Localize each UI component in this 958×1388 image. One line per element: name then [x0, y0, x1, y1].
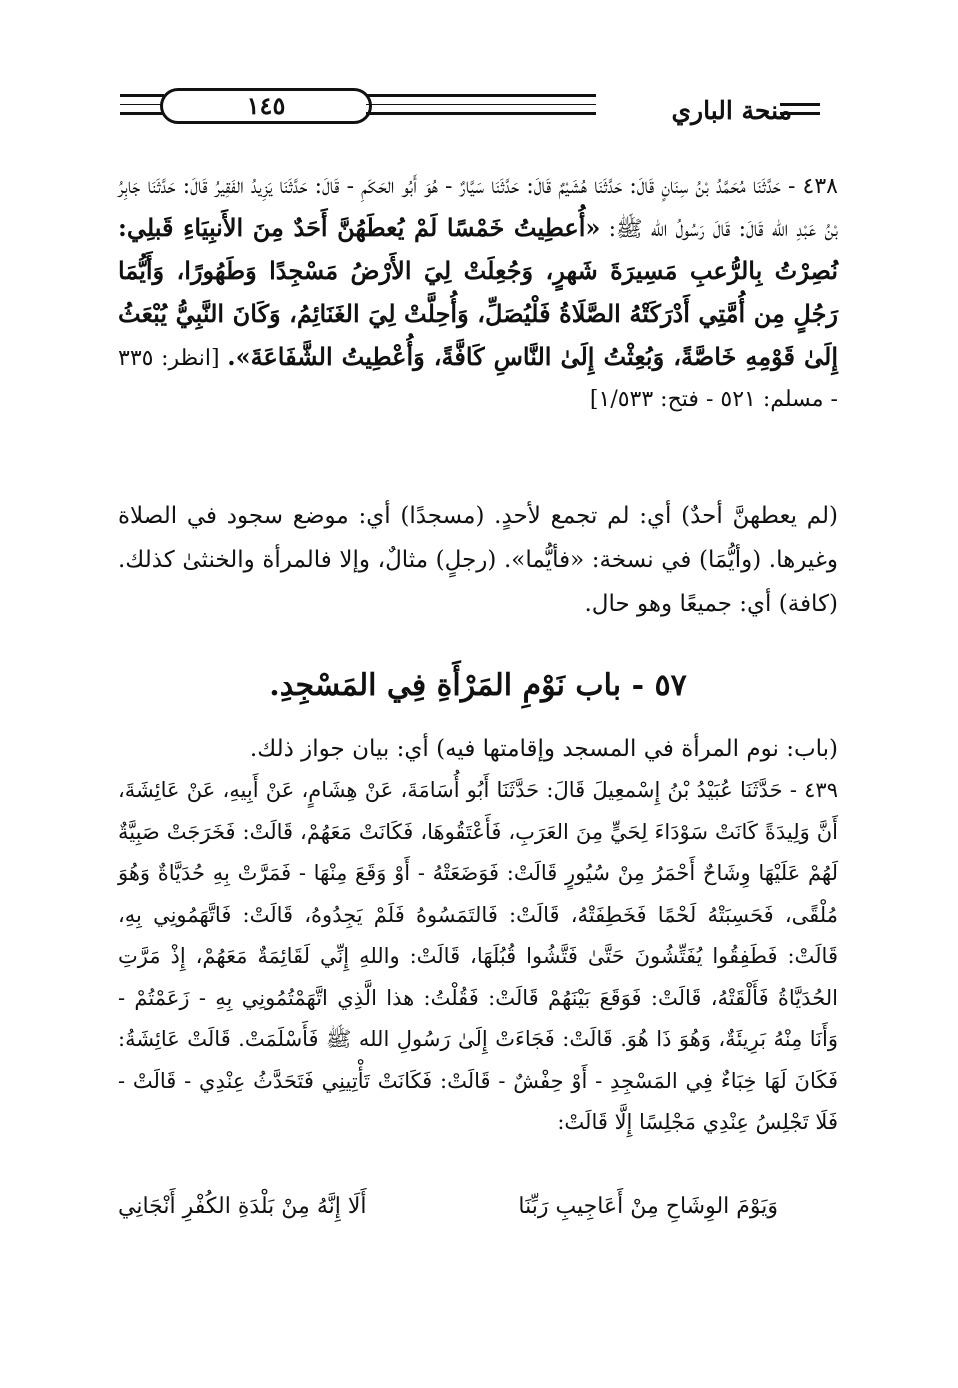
bab-commentary	[118, 730, 838, 768]
commentary-438	[118, 494, 838, 626]
header-rule-left-mid	[120, 104, 164, 105]
commentary-438-text: (لم يعطهنَّ أحدٌ) أي: لم تجمع لأحدٍ. (مسجدًا) أي: موضع سجود في الصلاة وغيرها. (وأيُّمَا) في نسخة: «فأيُّما». (رجلٍ) مثالٌ، وإلا فالمرأة والخنثىٰ كذلك. (كافة) أي: جميعًا وهو حال.	[118, 503, 838, 617]
page-header	[120, 86, 820, 136]
hadith-438-body	[118, 166, 838, 420]
hadith-439-text: ٤٣٩ - حَدَّثَنَا عُبَيْدُ بْنُ إِسْمعِيلَ قَالَ: حَدَّثَنَا أَبُو أُسَامَةَ، عَنْ هِشَامٍ، عَنْ أَبِيهِ، عَنْ عَائِشَةَ، أَنَّ وَلِيدَةً كَانَتْ سَوْدَاءَ لِحَيٍّ مِنَ العَرَبِ، فَأَعْتَقُوهَا، فَكَانَتْ مَعَهُمْ، قَالَتْ: فَخَرَجَتْ صَبِيَّةٌ لَهُمْ عَلَيْهَا وِشَاحٌ أَحْمَرُ مِنْ سُيُورٍ قَالَتْ: فَوَضَعَتْهُ - أَوْ وَقَعَ مِنْهَا - فَمَرَّتْ بِهِ حُدَيَّاةٌ وَهُوَ مُلْقًى، فَحَسِبَتْهُ لَحْمًا فَخَطِفَتْهُ، قَالَتْ: فَالتَمَسُوهُ فَلَمْ يَجِدُوهُ، قَالَتْ: فَاتَّهَمُونِي بِهِ، قَالَتْ: فَطَفِقُوا يُفَتِّشُونَ حَتَّىٰ فَتَّشُوا قُبُلَهَا، قَالَتْ: واللهِ إِنِّي لَقَائِمَةٌ مَعَهُمْ، إِذْ مَرَّتِ الحُدَيَّاةُ فَأَلْقَتْهُ، قَالَتْ: فَوَقَعَ بَيْنَهُمْ قَالَتْ: فَقُلْتُ: هذا الَّذِي اتَّهَمْتُمُونِي بِهِ - زَعَمْتُمْ - وَأَنَا مِنْهُ بَرِيئَةٌ، وَهُوَ ذَا هُوَ. قَالَتْ: فَجَاءَتْ إِلَىٰ رَسُولِ الله ﷺ فَأَسْلَمَتْ. قَالَتْ عَائِشَةُ: فَكَانَ لَهَا خِبَاءٌ فِي المَسْجِدِ - أَوْ حِفْشٌ - قَالَتْ: فَكَانَتْ تَأْتِينِي فَتَحَدَّثُ عِنْدِي - قَالَتْ - فَلَا تَجْلِسُ عِنْدِي مَجْلِسًا إِلَّا قَالَتْ:	[118, 778, 838, 1134]
header-rule-left-top	[120, 94, 164, 97]
bab-commentary-text: (باب: نوم المرأة في المسجد وإقامتها فيه) أي: بيان جواز ذلك.	[249, 736, 838, 762]
header-rule-left-bottom	[120, 112, 164, 115]
verse	[118, 1194, 838, 1234]
chapter-title: ٥٧ - باب نَوْمِ المَرْأَةِ فِي المَسْجِدِ.	[269, 668, 687, 703]
header-rule-center-mid	[366, 104, 596, 105]
header-rule-right-top	[780, 103, 820, 106]
header-rule-center-bottom	[366, 112, 596, 115]
hadith-438-reference: [انظر: ٣٣٥ - مسلم: ٥٢١ - فتح: ١/٥٣٣]	[118, 346, 838, 412]
book-title: منحة الباري	[671, 96, 792, 125]
header-rule-right-bottom	[780, 112, 820, 115]
hadith-438	[118, 166, 838, 420]
hadith-439	[118, 770, 838, 1144]
header-rule-center-top	[366, 94, 596, 97]
verse-first-hemistich: وَيَوْمَ الوِشَاحِ مِنْ أَعَاجِيبِ رَبِّنَا	[518, 1194, 778, 1219]
hadith-438-isnad: ٤٣٨ - حَدَّثَنَا مُحَمَّدُ بْنُ سِنَانٍ قَالَ: حَدَّثَنَا هُشَيْمٌ قَالَ: حَدَّثَنَا سَيَّارٌ - هُوَ أَبُو الحَكَمِ - قَالَ: حَدَّثَنَا يَزِيدُ الفَقِيرُ قَالَ: حَدَّثَنَا جَابِرُ بْنُ عَبْدِ الله قَالَ: قَالَ رَسُولُ الله ﷺ:	[118, 174, 838, 242]
verse-second-hemistich: أَلَا إِنَّهُ مِنْ بَلْدَةِ الكُفْرِ أَنْجَانِي	[118, 1194, 367, 1219]
hadith-438-matn: «أُعطِيتُ خَمْسًا لَمْ يُعطَهُنَّ أَحَدٌ مِنَ الأَنبِيَاءِ قَبلِي: نُصِرْتُ بِالرُّعبِ مَسِيرَةَ شَهرٍ، وَجُعِلَتْ لِيَ الأَرْضُ مَسْجِدًا وَطَهُورًا، وَأَيُّمَا رَجُلٍ مِن أُمَّتِي أَدْرَكَتْهُ الصَّلَاةُ فَلْيُصَلِّ، وَأُحِلَّتْ لِيَ الغَنَائِمُ، وَكَانَ النَّبِيُّ يُبْعَثُ إِلَىٰ قَوْمِهِ خَاصَّةً، وَبُعِثْتُ إِلَىٰ النَّاسِ كَافَّةً، وَأُعْطِيتُ الشَّفَاعَةَ».	[118, 213, 839, 371]
page-number: ١٤٥	[160, 88, 372, 124]
